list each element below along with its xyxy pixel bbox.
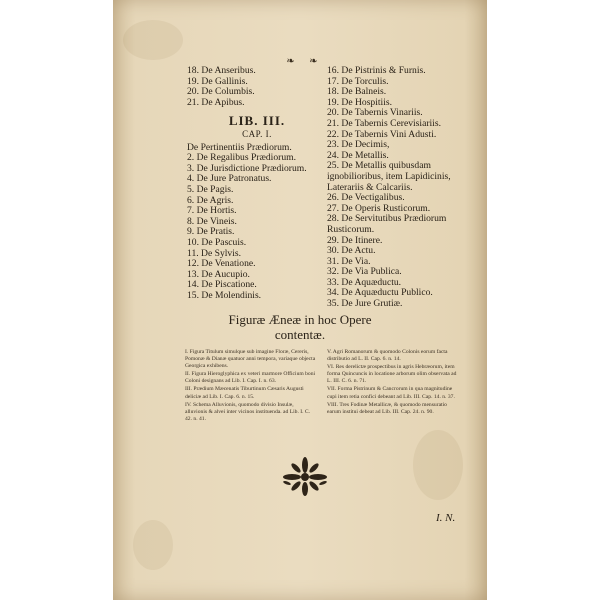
lib2-tail-list: [187, 66, 327, 108]
index-entry: 25. De Metallis quibusdam ignobilioribus, item Lapidicinis, Laterariis & Calcariis.: [327, 160, 451, 193]
index-entry: 28. De Servitutibus Prædiorum Rusticorum.: [327, 213, 447, 235]
figure-entry: II. Figura Hieroglyphica ex veteri marmore Officium boni Coloni designans ad Lib. I. Cap. I. n. 63.: [185, 371, 316, 385]
index-entry: 34. De Aquæductu Publico.: [327, 287, 433, 299]
index-entry: 27. De Operis Rusticorum.: [327, 202, 431, 214]
index-entry: 23. De Decimis,: [327, 139, 390, 151]
index-entry: 30. De Actu.: [327, 245, 376, 257]
index-entry: 22. De Tabernis Vini Adusti.: [327, 128, 437, 140]
cap-title: CAP. I.: [242, 128, 272, 139]
figure-entry: VIII. Tres Fodinæ Metallicæ, & quomodo mensuratio earum institui debeat ad Lib. III. Cap. 24. n. 90.: [327, 401, 447, 415]
index-entry: 6. De Agris.: [187, 194, 234, 206]
figures-heading-line: Figuræ Æneæ in hoc Opere: [228, 312, 372, 327]
index-entry: 15. De Molendinis.: [187, 289, 262, 301]
index-entry: 19. De Hospitiis.: [327, 96, 393, 108]
index-entry: 29. De Itinere.: [327, 234, 383, 246]
index-entry: 18. De Balneis.: [327, 86, 387, 98]
index-entry: 32. De Via Publica.: [327, 266, 402, 278]
index-entry: 20. De Tabernis Vinariis.: [327, 107, 423, 119]
paper-stain: [133, 520, 173, 570]
index-entry: 19. De Gallinis.: [187, 75, 248, 87]
top-ornament: ❧ ❧: [286, 56, 324, 67]
figures-right-column: [327, 349, 457, 417]
index-entry: 11. De Sylvis.: [187, 247, 242, 259]
figure-entry: I. Figura Titulum simulque sub imagine Floræ, Cereris, Pomonæ & Dianæ quatuor anni tempora, variaque objecta Georgica exhibens.: [185, 349, 316, 370]
index-entry: 4. De Jure Patronatus.: [187, 173, 272, 185]
index-entry: 3. De Jurisdictione Prædiorum.: [187, 162, 307, 174]
lib3-chapter-list: [187, 143, 327, 302]
figures-left-column: [185, 349, 317, 424]
index-entry: 16. De Pistrinis & Furnis.: [327, 65, 426, 76]
index-entry: 17. De Torculis.: [327, 75, 389, 87]
index-entry: De Pertinentiis Prædiorum.: [187, 141, 292, 153]
index-entry: 9. De Pratis.: [187, 226, 235, 238]
index-entry: 14. De Piscatione.: [187, 279, 257, 291]
paper-stain: [413, 430, 463, 500]
index-right-column: [327, 66, 457, 310]
index-entry: 2. De Regalibus Prædiorum.: [187, 152, 296, 164]
lib-title: LIB. III.: [228, 113, 286, 129]
index-entry: 5. De Pagis.: [187, 183, 234, 195]
book-page: [113, 0, 487, 600]
index-entry: 31. De Via.: [327, 255, 371, 267]
index-entry: 7. De Hortis.: [187, 205, 237, 217]
index-entry: 13. De Aucupio.: [187, 268, 250, 280]
index-entry: 8. De Vineis.: [187, 215, 237, 227]
figure-entry: VII. Forma Pistrinum & Cancrorum in qua magnitudine cupi item retia confici debeant ad Lib. III. Cap. 14. n. 37.: [327, 386, 455, 400]
figures-heading-line: contentæ.: [274, 327, 326, 342]
index-entry: 12. De Venatione.: [187, 258, 256, 270]
index-entry: 21. De Apibus.: [187, 96, 245, 108]
paper-stain: [123, 20, 183, 60]
index-entry: 21. De Tabernis Cerevisiariis.: [327, 117, 441, 129]
figure-entry: III. Prædium Mæcenatis Tiburtinum Cæsaris Augusti deliciæ ad Lib. I. Cap. 6. n. 15.: [185, 386, 304, 400]
index-entry: 18. De Anseribus.: [187, 65, 256, 76]
catchword: I. N.: [436, 512, 456, 524]
index-entry: 26. De Vectigalibus.: [327, 192, 405, 204]
index-entry: 35. De Jure Grutiæ.: [327, 298, 403, 310]
figure-entry: V. Agri Romanorum & quomodo Colonis eorum facta distributio ad L. II. Cap. 6. n. 14.: [327, 349, 448, 363]
floral-ornament-icon: [283, 455, 327, 499]
figure-entry: IV. Schema Alluvionis, quomodo divisio Insulæ, alluvionis & alvei inter vicinos instituenda. ad Lib. I. C. 42. n. 41.: [185, 401, 311, 422]
index-entry: 24. De Metallis.: [327, 149, 389, 161]
index-entry: 10. De Pascuis.: [187, 236, 247, 248]
lib3-continued-list: [327, 66, 457, 310]
index-entry: 20. De Columbis.: [187, 86, 255, 98]
index-left-column: [187, 66, 327, 301]
figure-entry: VI. Res derelictæ prospectibus in agris Hebræorum, item forma Quincuncis in locatione arborum olim observata ad L. III. C. 6. n. 71.: [327, 364, 457, 385]
figures-heading: [113, 312, 487, 342]
index-entry: 33. De Aquæductu.: [327, 276, 402, 288]
